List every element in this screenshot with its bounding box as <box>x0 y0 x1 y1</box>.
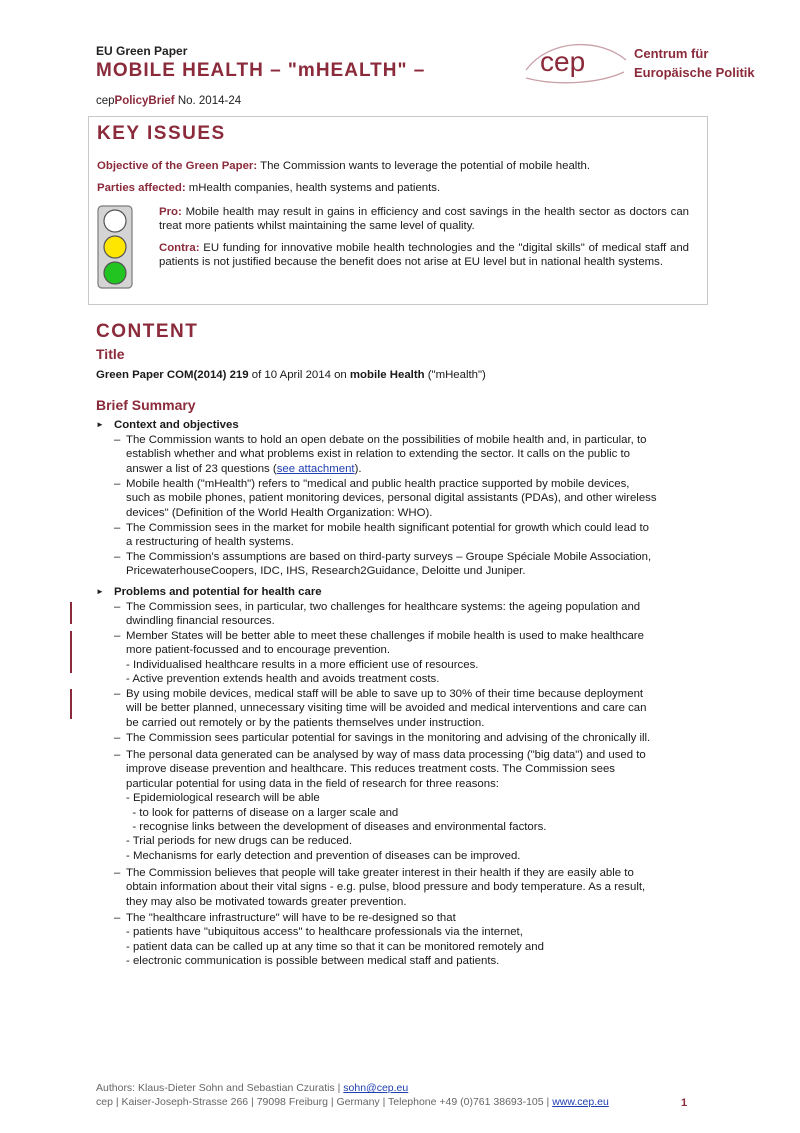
org-name-line2: Europäische Politik <box>634 65 755 80</box>
sub-point: - patients have "ubiquitous access" to healthcare professionals via the internet, <box>126 926 523 939</box>
text-line: The Commission sees in the market for mobile health significant potential for growth which could lead to <box>126 522 649 534</box>
dash-bullet-icon: – <box>114 732 121 744</box>
text-line <box>126 462 686 476</box>
revision-marker <box>70 602 72 624</box>
document-series-label: EU Green Paper <box>96 44 188 58</box>
text-line: The "healthcare infrastructure" will have to be re-designed so that <box>126 912 456 924</box>
text-line: they may also be motivated towards greater prevention. <box>126 895 407 908</box>
brief-suffix: No. 2014-24 <box>174 95 242 107</box>
text-line: particular potential for using data in the field of research for three reasons: <box>126 777 499 790</box>
organization-name <box>634 44 755 82</box>
list-item <box>114 629 686 687</box>
content-heading: CONTENT <box>96 321 199 342</box>
text-line: Mobile health ("mHealth") refers to "medical and public health practice supported by mobile devices, <box>126 478 630 490</box>
objective-label: Objective of the Green Paper: <box>97 160 258 172</box>
list-item <box>114 477 686 520</box>
list-item-text <box>126 550 686 579</box>
text-line: obtain information about their vital signs - e.g. pulse, blood pressure and body temperature. As a result, <box>126 881 646 894</box>
document-title: MOBILE HEALTH – "mHEALTH" – <box>96 60 426 81</box>
text-line: The Commission sees, in particular, two challenges for healthcare systems: the ageing population and <box>126 601 641 613</box>
text-line: devices" (Definition of the World Health Organization: WHO). <box>126 506 433 519</box>
text-line: The Commission's assumptions are based on third-party surveys – Groupe Spéciale Mobile Association, <box>126 551 652 563</box>
list-item <box>114 600 686 629</box>
address-text: cep | Kaiser-Joseph-Strasse 266 | 79098 Freiburg | Germany | Telephone +49 (0)761 38693-105 | <box>96 1096 553 1108</box>
traffic-light-white <box>104 210 126 232</box>
text-line: will be better planned, unnecessary visiting time will be avoided and medical interventions and care can <box>126 702 647 715</box>
address-line <box>96 1095 609 1109</box>
list-item <box>114 521 686 550</box>
objective-line <box>97 159 697 173</box>
title-mid-text: of 10 April 2014 on <box>248 369 350 381</box>
sub-point: - Mechanisms for early detection and prevention of diseases can be improved. <box>126 849 521 862</box>
dash-bullet-icon: – <box>114 522 121 534</box>
list-item <box>114 731 686 745</box>
contra-paragraph <box>159 241 689 270</box>
sub-point: - Active prevention extends health and avoids treatment costs. <box>126 673 440 686</box>
triangle-bullet-icon: ► <box>96 587 104 596</box>
revision-marker <box>70 631 72 673</box>
text-before-link: answer a list of 23 questions ( <box>126 462 277 475</box>
list-item-text <box>126 600 686 629</box>
traffic-light-yellow <box>104 236 126 258</box>
list-item <box>114 911 686 969</box>
dash-bullet-icon: – <box>114 551 121 563</box>
dash-bullet-icon: – <box>114 867 121 879</box>
dash-bullet-icon: – <box>114 478 121 490</box>
pro-label: Pro: <box>159 206 182 218</box>
mobile-health-bold: mobile Health <box>349 369 425 381</box>
section-heading-problems <box>96 585 322 599</box>
title-subheading: Title <box>96 346 125 362</box>
traffic-light-green <box>104 262 126 284</box>
objective-text: The Commission wants to leverage the potential of mobile health. <box>257 160 590 172</box>
triangle-bullet-icon: ► <box>96 420 104 429</box>
key-issues-box <box>88 116 708 305</box>
text-line: dwindling financial resources. <box>126 615 275 628</box>
sub-point: - recognise links between the development of diseases and environmental factors. <box>126 821 547 834</box>
list-item <box>114 748 686 863</box>
list-item-text <box>126 866 686 909</box>
org-name-line1: Centrum für <box>634 46 709 61</box>
list-item-text <box>126 477 686 520</box>
cep-logo-icon <box>520 36 632 86</box>
author-email-link[interactable]: sohn@cep.eu <box>343 1082 409 1094</box>
text-line: The Commission believes that people will take greater interest in their health if they are easily able to <box>126 867 634 879</box>
list-item <box>114 550 686 579</box>
section-heading-text: Problems and potential for health care <box>114 586 322 598</box>
parties-line <box>97 181 697 195</box>
page-footer <box>96 1081 609 1109</box>
authors-text: Authors: Klaus-Dieter Sohn and Sebastian Czuratis | <box>96 1082 344 1094</box>
attachment-link[interactable]: see attachment <box>276 462 355 475</box>
title-line <box>96 368 486 382</box>
text-line: establish whether and what problems exist in relation to extending the sector. It calls on the public to <box>126 448 631 461</box>
title-end-text: ("mHealth") <box>424 369 486 381</box>
dash-bullet-icon: – <box>114 434 121 446</box>
text-after-link: ). <box>354 462 362 475</box>
sub-point: - to look for patterns of disease on a larger scale and <box>126 806 399 819</box>
text-line: improve disease prevention and healthcare. This reduces treatment costs. The Commission sees <box>126 763 615 776</box>
list-item-text <box>126 687 686 730</box>
dash-bullet-icon: – <box>114 688 121 700</box>
sub-point: - electronic communication is possible between medical staff and patients. <box>126 955 500 968</box>
traffic-light-icon <box>97 205 133 289</box>
website-link[interactable]: www.cep.eu <box>552 1096 609 1108</box>
list-item-text <box>126 433 686 476</box>
contra-text: EU funding for innovative mobile health technologies and the "digital skills" of medical staff and patients is not justified because the benefit does not arise at EU level but in national health systems. <box>159 242 689 269</box>
text-line: more patient-focussed and to encourage prevention. <box>126 644 391 657</box>
list-item-text <box>126 521 686 550</box>
contra-label: Contra: <box>159 242 200 254</box>
text-line: be carried out remotely or by the patients themselves under instruction. <box>126 716 485 729</box>
dash-bullet-icon: – <box>114 912 121 924</box>
dash-bullet-icon: – <box>114 601 121 613</box>
key-issues-heading: KEY ISSUES <box>97 123 226 144</box>
pro-text: Mobile health may result in gains in efficiency and cost savings in the health sector as doctors can treat more patients whilst maintaining the same level of quality. <box>159 206 689 233</box>
sub-point: - Epidemiological research will be able <box>126 792 320 805</box>
list-item <box>114 866 686 909</box>
text-line: PricewaterhouseCoopers, IDC, IHS, Research2Guidance, Deloitte und Juniper. <box>126 565 526 578</box>
sub-point: - Individualised healthcare results in a more efficient use of resources. <box>126 658 479 671</box>
text-line: The Commission wants to hold an open debate on the possibilities of mobile health and, in particular, to <box>126 434 647 446</box>
brief-prefix: cep <box>96 95 115 107</box>
pro-paragraph <box>159 205 689 234</box>
list-item-text <box>126 731 686 745</box>
green-paper-ref: Green Paper COM(2014) 219 <box>96 369 249 381</box>
text-line: The Commission sees particular potential for savings in the monitoring and advising of the chronically ill. <box>126 732 651 744</box>
sub-point: - patient data can be called up at any time so that it can be monitored remotely and <box>126 940 544 953</box>
dash-bullet-icon: – <box>114 630 121 642</box>
text-line: such as mobile phones, patient monitoring devices, personal digital assistants (PDAs), and other wireless <box>126 492 657 505</box>
section-heading-text: Context and objectives <box>114 419 239 431</box>
text-line: a restructuring of health systems. <box>126 536 294 549</box>
authors-line <box>96 1081 609 1095</box>
text-line: By using mobile devices, medical staff will be able to save up to 30% of their time because deployment <box>126 688 644 700</box>
text-line: The personal data generated can be analysed by way of mass data processing ("big data") and used to <box>126 749 646 761</box>
parties-text: mHealth companies, health systems and patients. <box>185 182 441 194</box>
list-item-text <box>126 748 686 863</box>
revision-marker <box>70 689 72 719</box>
text-line: Member States will be better able to meet these challenges if mobile health is used to make healthcare <box>126 630 644 642</box>
sub-point: - Trial periods for new drugs can be reduced. <box>126 835 353 848</box>
list-item <box>114 687 686 730</box>
page-number: 1 <box>681 1097 688 1109</box>
dash-bullet-icon: – <box>114 749 121 761</box>
policy-brief-number <box>96 94 241 108</box>
logo-wordmark: cep <box>540 46 586 77</box>
brief-summary-subheading: Brief Summary <box>96 397 196 413</box>
section-heading-context <box>96 418 239 432</box>
parties-label: Parties affected: <box>97 182 186 194</box>
list-item-text <box>126 629 686 687</box>
list-item <box>114 433 686 476</box>
list-item-text <box>126 911 686 969</box>
brief-bold: PolicyBrief <box>114 95 175 107</box>
